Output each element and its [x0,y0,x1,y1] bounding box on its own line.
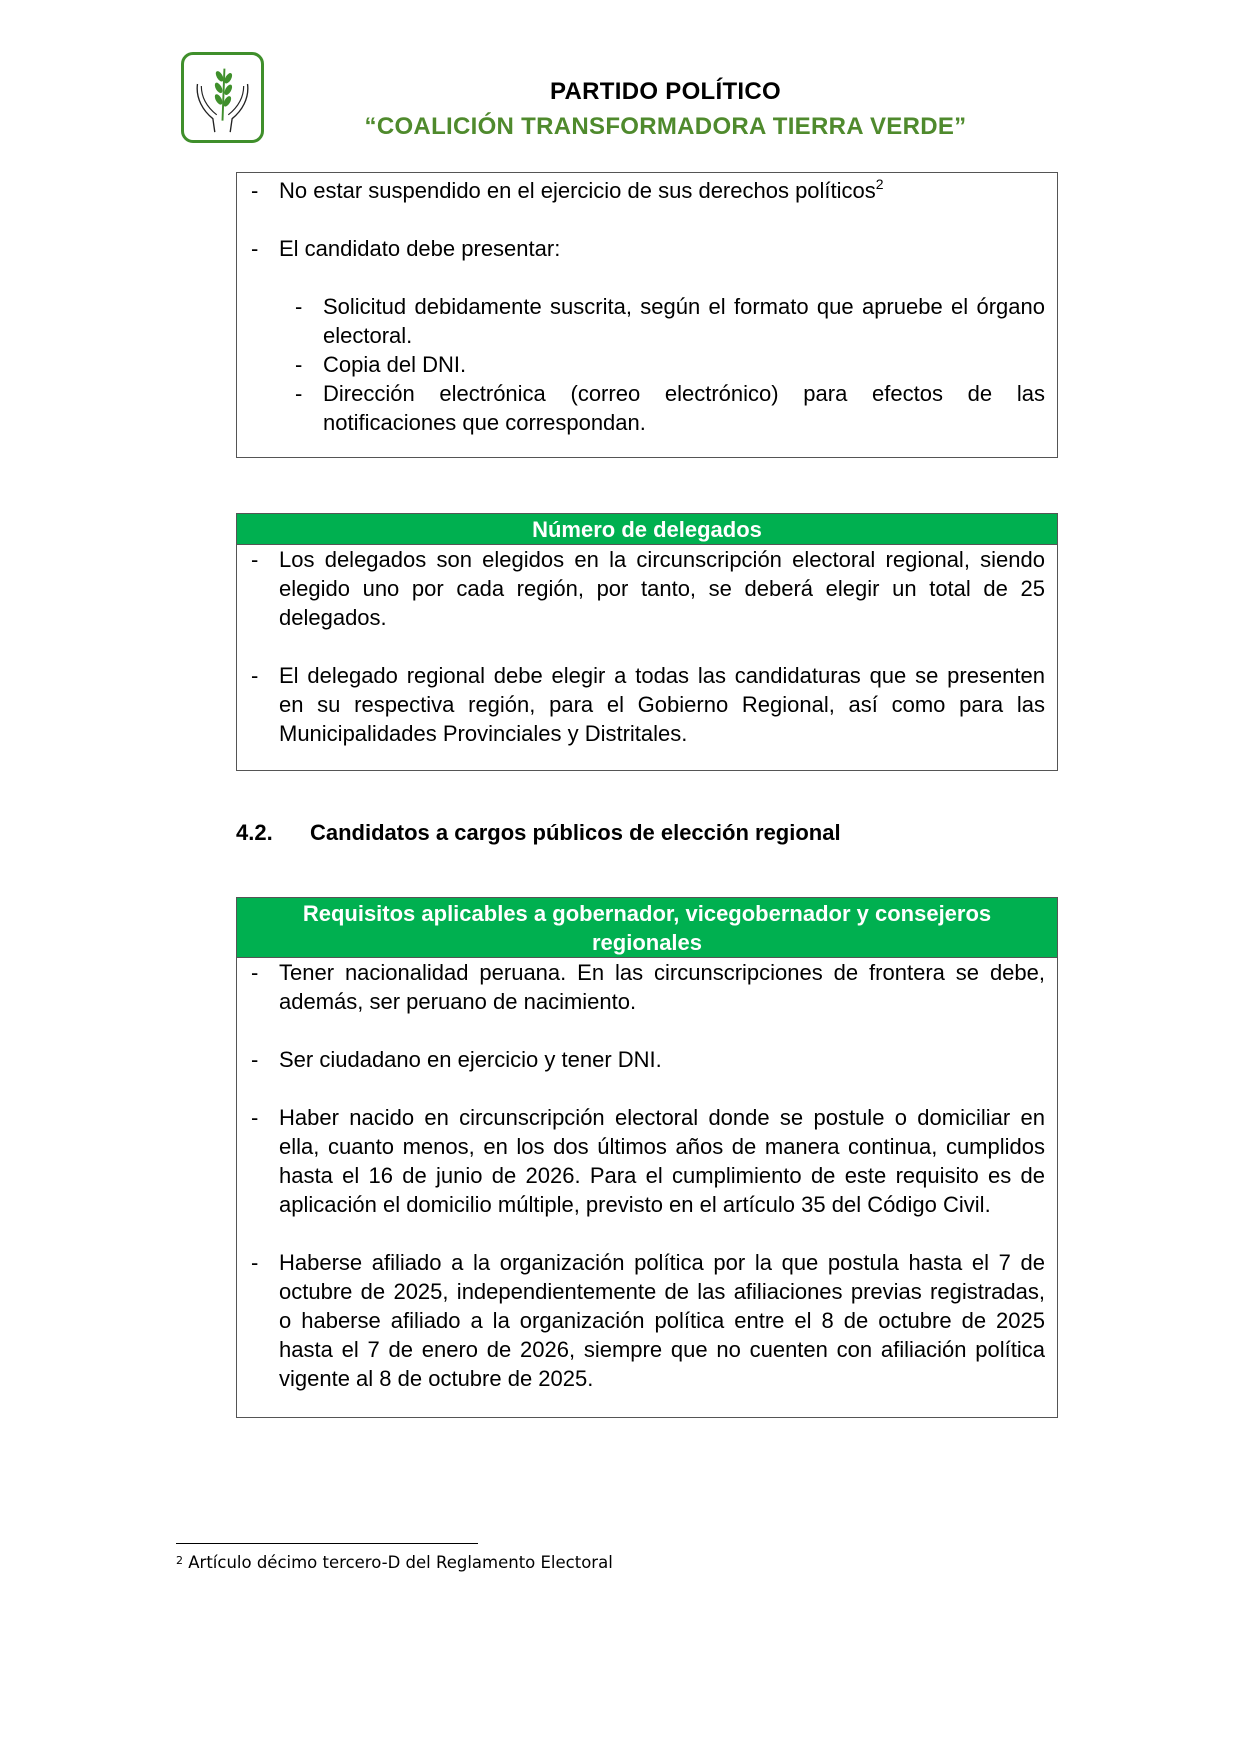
list-item: - Haber nacido en circunscripción electoral donde se postule o domiciliar en ella, cuanto menos, en los dos últimos años de manera continua, cumplidos hasta el 16 de junio de 2026. Para el cumplimiento de este requisito es de aplicación el domicilio múltiple, previsto en el artículo 35 del Código Civil. [251,1105,1045,1217]
list-item: - Haberse afiliado a la organización política por la que postula hasta el 7 de octubre de 2025, independientemente de las afiliaciones previas registradas, o haberse afiliado a la organización política entre el 8 de octubre de 2025 hasta el 7 de enero de 2026, siempre que no cuenten con afiliación política vigente al 8 de octubre de 2025. [251,1250,1045,1391]
item-text: Copia del DNI. [323,352,467,377]
footnote-separator [176,1543,478,1544]
sub-list-item: - Solicitud debidamente suscrita, según el formato que apruebe el órgano electoral. [295,294,1045,348]
delegates-box [236,513,1058,771]
item-text: Los delegados son elegidos en la circunscripción electoral regional, siendo elegido uno por cada región, por tanto, se deberá elegir un total de 25 delegados. [279,547,1045,630]
section-number: 4.2. [236,820,273,845]
item-text: Dirección electrónica (correo electrónico) para efectos de las notificaciones que correspondan. [323,381,1045,435]
box-header: Requisitos aplicables a gobernador, vicegobernador y consejeros regionales [237,898,1057,958]
item-text: El candidato debe presentar: [279,236,561,261]
section-heading [236,820,841,846]
list-item: - Ser ciudadano en ejercicio y tener DNI. [237,1045,1057,1074]
section-title: Candidatos a cargos públicos de elección regional [310,820,841,845]
regional-requirements-box [236,897,1058,1418]
list-item: - Tener nacionalidad peruana. En las circunscripciones de frontera se debe, además, ser peruano de nacimiento. [251,960,1045,1014]
item-text: Solicitud debidamente suscrita, según el formato que apruebe el órgano electoral. [323,294,1045,348]
footnote-ref[interactable]: 2 [875,176,884,192]
item-text: Tener nacionalidad peruana. En las circunscripciones de frontera se debe, además, ser peruano de nacimiento. [279,960,1045,1014]
footnote-text: Artículo décimo tercero-D del Reglamento Electoral [188,1553,613,1572]
box-header: Número de delegados [237,514,1057,545]
sub-list-item: - Dirección electrónica (correo electrónico) para efectos de las notificaciones que correspondan. [295,381,1045,435]
list-item: - No estar suspendido en el ejercicio de sus derechos políticos$^2$ [251,176,884,203]
list-item: - El delegado regional debe elegir a todas las candidaturas que se presenten en su respectiva región, para el Gobierno Regional, así como para las Municipalidades Provinciales y Distritales. [251,663,1045,746]
sub-list-item: - Copia del DNI. [237,350,1057,379]
item-text: Haber nacido en circunscripción electoral donde se postule o domiciliar en ella, cuanto menos, en los dos últimos años de manera continua, cumplidos hasta el 16 de junio de 2026. Para el cumplimiento de este requisito es de aplicación el domicilio múltiple, previsto en el artículo 35 del Código Civil. [279,1105,1045,1217]
item-text: El delegado regional debe elegir a todas las candidaturas que se presenten en su respectiva región, para el Gobierno Regional, así como para las Municipalidades Provinciales y Distritales. [279,663,1045,746]
footnote-number: 2 [176,1554,183,1567]
item-text: No estar suspendido en el ejercicio de sus derechos políticos [279,178,876,203]
list-item: - El candidato debe presentar: [237,234,1057,263]
item-text: Haberse afiliado a la organización política por la que postula hasta el 7 de octubre de 2025, independientemente de las afiliaciones previas registradas, o haberse afiliado a la organización política entre el 8 de octubre de 2025 hasta el 7 de enero de 2026, siempre que no cuenten con afiliación política vigente al 8 de octubre de 2025. [279,1250,1045,1391]
item-text: Ser ciudadano en ejercicio y tener DNI. [279,1047,662,1072]
requirements-box-continued [236,172,1058,458]
footnote [176,1553,613,1572]
list-item: - Los delegados son elegidos en la circunscripción electoral regional, siendo elegido uno por cada región, por tanto, se deberá elegir un total de 25 delegados. [251,547,1045,630]
party-name: “COALICIÓN TRANSFORMADORA TIERRA VERDE” [364,113,967,140]
party-title: PARTIDO POLÍTICO [549,78,782,105]
